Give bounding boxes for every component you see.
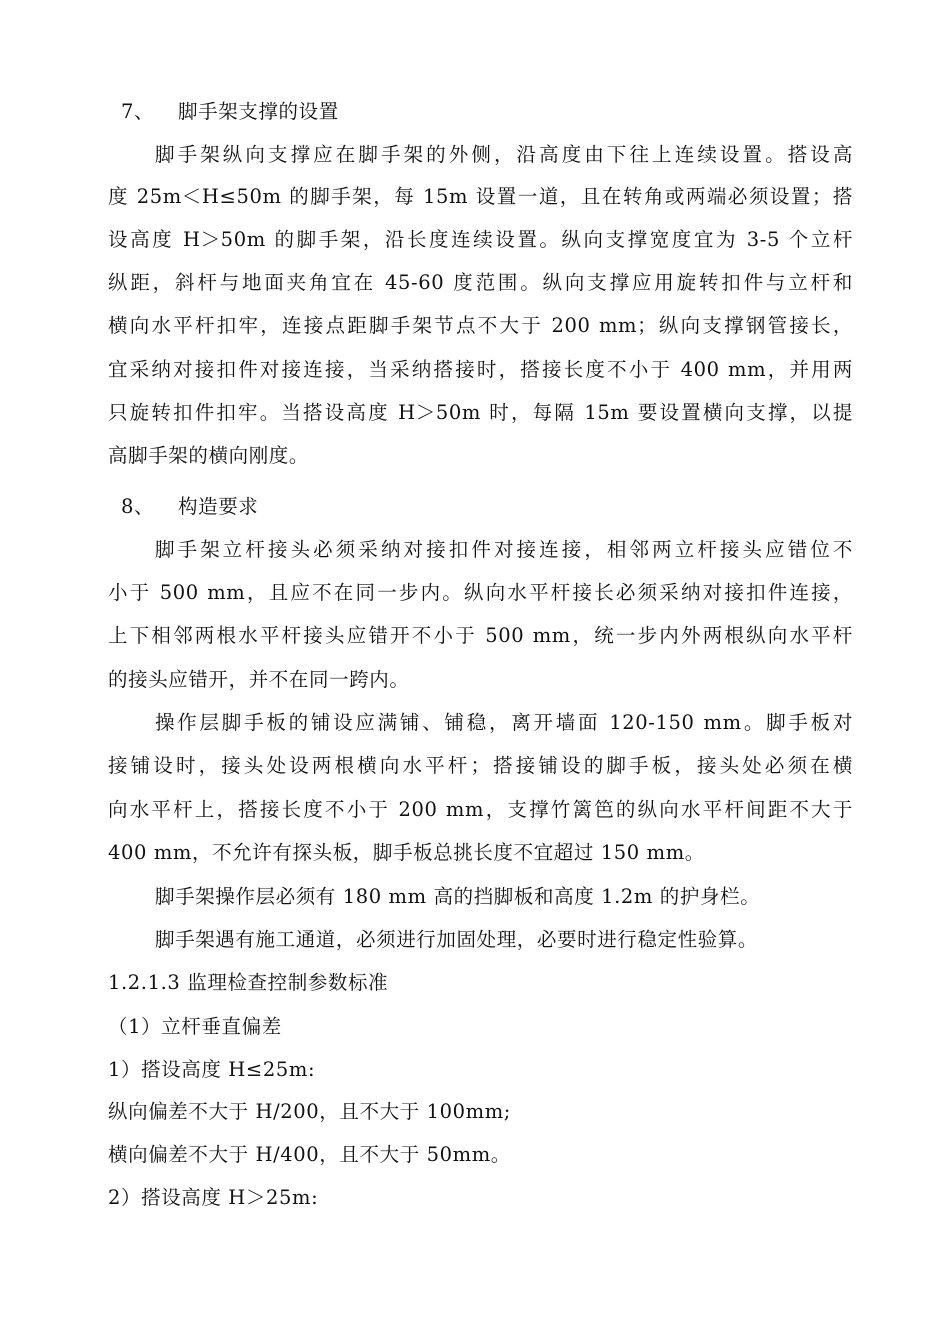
section-7-paragraph-line: 横向水平杆扣牢，连接点距脚手架节点不大于 200 mm；纵向支撑钢管接长，	[108, 314, 853, 337]
section-8-paragraph-line: 向水平杆上，搭接长度不小于 200 mm，支撑竹篱笆的纵向水平杆间距不大于	[108, 798, 853, 821]
section-7-paragraph-line: 宜采纳对接扣件对接连接，当采纳搭接时，搭接长度不小于 400 mm，并用两	[108, 358, 853, 381]
section-7-number: 7、	[121, 100, 155, 123]
section-8-paragraph-line: 的接头应错开，并不在同一跨内。	[108, 668, 410, 691]
section-8-paragraph-line: 脚手架立杆接头必须采纳对接扣件对接连接，相邻两立杆接头应错位不	[155, 538, 853, 561]
section-8-paragraph-line: 上下相邻两根水平杆接头应错开不小于 500 mm，统一步内外两根纵向水平杆	[108, 624, 853, 647]
section-8-number: 8、	[121, 495, 155, 518]
item-title: （1）立杆垂直偏差	[108, 1015, 282, 1038]
section-8-title: 构造要求	[178, 495, 259, 518]
section-8-paragraph-line: 接铺设时，接头处设两根横向水平杆；搭接铺设的脚手板，接头处必须在横	[108, 754, 853, 777]
section-7-paragraph-line: 只旋转扣件扣牢。当搭设高度 H＞50m 时，每隔 15m 要设置横向支撑，以提	[108, 401, 853, 424]
subsection-title: 1.2.1.3 监理检查控制参数标准	[108, 971, 389, 994]
section-8-paragraph: 脚手架操作层必须有 180 mm 高的挡脚板和高度 1.2m 的护身栏。	[155, 885, 761, 908]
section-8-paragraph-line: 操作层脚手板的铺设应满铺、铺稳，离开墙面 120-150 mm。脚手板对	[155, 711, 853, 734]
section-8-paragraph-line: 小于 500 mm，且应不在同一步内。纵向水平杆接长必须采纳对接扣件连接，	[108, 581, 853, 604]
case-detail: 纵向偏差不大于 H/200，且不大于 100mm;	[108, 1100, 511, 1123]
section-7-title: 脚手架支撑的设置	[178, 100, 339, 123]
section-7-paragraph-line: 度 25m＜H≤50m 的脚手架，每 15m 设置一道，且在转角或两端必须设置；搭	[108, 185, 853, 208]
section-8-paragraph: 脚手架遇有施工通道，必须进行加固处理，必要时进行稳定性验算。	[155, 928, 759, 951]
section-7-paragraph-line: 设高度 H＞50m 的脚手架，沿长度连续设置。纵向支撑宽度宜为 3-5 个立杆	[108, 228, 853, 251]
section-7-paragraph-line: 脚手架纵向支撑应在脚手架的外侧，沿高度由下往上连续设置。搭设高	[155, 143, 853, 166]
section-7-paragraph-line: 高脚手架的横向刚度。	[108, 444, 310, 467]
case-title: 1）搭设高度 H≤25m:	[108, 1058, 316, 1081]
case-detail: 横向偏差不大于 H/400，且不大于 50mm。	[108, 1143, 511, 1166]
section-8-paragraph-line: 400 mm，不允许有探头板，脚手板总挑长度不宜超过 150 mm。	[108, 841, 705, 864]
section-7-paragraph-line: 纵距，斜杆与地面夹角宜在 45-60 度范围。纵向支撑应用旋转扣件与立杆和	[108, 271, 853, 294]
case-title: 2）搭设高度 H＞25m:	[108, 1186, 319, 1209]
